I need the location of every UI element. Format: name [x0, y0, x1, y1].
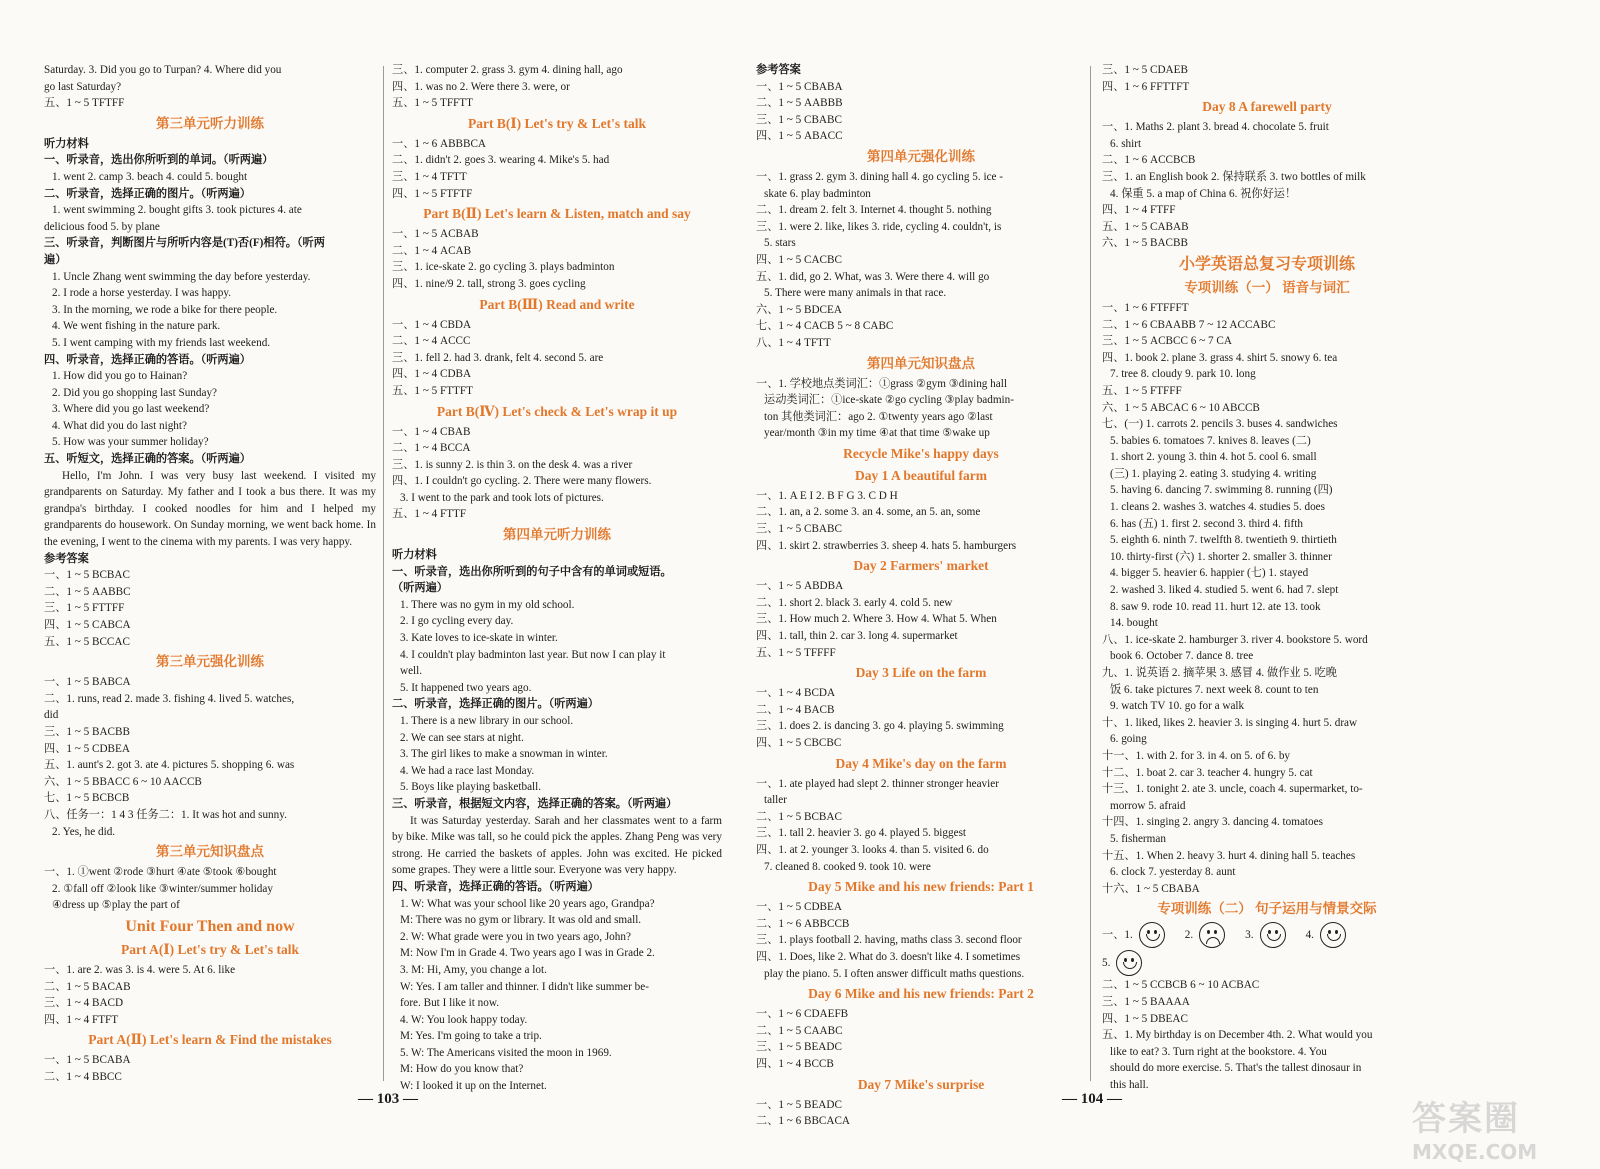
section-heading: Part B(Ⅲ) Read and write — [479, 296, 635, 312]
answer-line: 五、1 ~ 5 CABAB — [1102, 220, 1189, 233]
answer-line: 十一、1. with 2. for 3. in 4. on 5. of 6. by — [1102, 749, 1291, 762]
answer-line: 1. How did you go to Hainan? — [52, 370, 188, 383]
answer-line: 六、1 ~ 5 BDCEA — [756, 303, 842, 316]
answer-line: 三、1. ice-skate 2. go cycling 3. plays badminton — [392, 261, 615, 274]
answer-line: 二、1 ~ 5 CCBCB 6 ~ 10 ACBAC — [1102, 979, 1260, 992]
answer-line: should do more exercise. 5. That's the tallest dinosaur in — [1110, 1062, 1362, 1075]
answer-line: 4. We went fishing in the nature park. — [52, 320, 221, 333]
answer-line: 1. There was no gym in my old school. — [400, 598, 575, 611]
answer-line: 二、1 ~ 4 BBCC — [44, 1070, 122, 1083]
answer-line: 一、1 ~ 6 FTFFFT — [1102, 301, 1189, 314]
answer-line: 六、1 ~ 5 BBACC 6 ~ 10 AACCB — [44, 775, 202, 788]
answer-line: 二、1. short 2. black 3. early 4. cold 5. new — [756, 596, 953, 609]
column-4 — [1102, 62, 1432, 1092]
answer-line: 运动类词汇：①ice-skate ②go cycling ③play badmin- — [764, 394, 1014, 407]
answer-line: 一、1 ~ 5 BCBAC — [44, 569, 130, 582]
question-label: 二、听录音，选择正确的图片。（听两遍） — [392, 698, 599, 711]
answer-line: 五、1 ~ 4 FTTF — [392, 508, 467, 521]
answer-line: 五、1 ~ 5 TFFFF — [756, 646, 836, 659]
answer-line: ton 其他类词汇：ago 2. ①twenty years ago ②last — [764, 410, 993, 423]
answer-line: 6. going — [1110, 733, 1147, 746]
question-label: 五、听短文，选择正确的答案。（听两遍） — [44, 453, 251, 466]
answer-line: 三、1. were 2. like, likes 3. ride, cycling 4. couldn't, is — [756, 220, 1002, 233]
answer-line: 一、1 ~ 6 ABBBCA — [392, 137, 487, 150]
answer-line: 三、1 ~ 4 TFTT — [392, 170, 467, 183]
answer-line: 二、1 ~ 5 AABBC — [44, 585, 131, 598]
answer-line: 4. What did you do last night? — [52, 419, 187, 432]
question-label: 三、听录音，判断图片与所听内容是(T)否(F)相符。（听两 — [44, 237, 325, 250]
answer-line: 四、1. I couldn't go cycling. 2. There were many flowers. — [392, 475, 652, 488]
smiley-answer-row — [1102, 921, 1432, 949]
answer-line: M: Yes. I'm going to take a trip. — [400, 1030, 542, 1043]
answer-line: 七、(一) 1. carrots 2. pencils 3. buses 4. sandwiches — [1102, 418, 1338, 431]
happy-face-icon — [1116, 950, 1142, 976]
answer-line: 3. I went to the park and took lots of pictures. — [400, 491, 604, 504]
answer-line: fore. But I like it now. — [400, 997, 500, 1010]
answer-line: 1. cleans 2. washes 3. watches 4. studies 5. does — [1110, 501, 1326, 514]
answer-line: 十四、1. singing 2. angry 3. dancing 4. tomatoes — [1102, 816, 1323, 829]
answer-line: 四、1 ~ 5 FTFTF — [392, 187, 473, 200]
answer-line: 二、1. runs, read 2. made 3. fishing 4. lived 5. watches, — [44, 692, 295, 705]
section-heading: Part B(Ⅳ) Let's check & Let's wrap it up — [436, 403, 678, 419]
watermark-logo: 答案圈 MXQE.COM — [1412, 1099, 1538, 1164]
question-label: 三、听录音，根据短文内容，选择正确的答案。（听两遍） — [392, 797, 678, 810]
answer-line: 6. has (五) 1. first 2. second 3. third 4. fifth — [1110, 517, 1303, 530]
answer-line: 5. eighth 6. ninth 7. twelfth 8. twentieth 9. thirtieth — [1110, 534, 1337, 547]
section-heading: 小学英语总复习专项训练 — [1178, 255, 1355, 273]
question-label: 四、听录音，选择正确的答语。（听两遍） — [44, 353, 251, 366]
answer-line: 二、1. dream 2. felt 3. Internet 4. thought 5. nothing — [756, 204, 992, 217]
answer-line: 饭 6. take pictures 7. next week 8. count to ten — [1110, 683, 1319, 696]
answer-line: 二、1 ~ 4 ACCC — [392, 335, 471, 348]
answer-line: like to eat? 3. Turn right at the bookstore. 4. You — [1110, 1045, 1327, 1058]
answer-line: 2. I rode a horse yesterday. I was happy. — [52, 287, 232, 300]
answer-line: 八、任务一：1 4 3 任务二：1. It was hot and sunny. — [44, 808, 287, 821]
answer-line: 1. short 2. young 3. thin 4. hot 5. cool 6. small — [1110, 451, 1317, 464]
answer-line: well. — [400, 665, 423, 678]
answer-line: 三、1 ~ 5 BEADC — [756, 1041, 842, 1054]
happy-face-icon — [1320, 922, 1346, 948]
column-3 — [756, 62, 1086, 1128]
answer-line: 3. In the morning, we rode a bike for there people. — [52, 303, 278, 316]
answer-line: delicious food 5. by plane — [44, 220, 160, 233]
answer-line: 四、1 ~ 4 FTFF — [1102, 204, 1176, 217]
column-2 — [392, 62, 722, 1092]
answer-line: 七、1 ~ 5 BCBCB — [44, 792, 130, 805]
answer-line: 2. Yes, he did. — [52, 825, 116, 838]
section-heading: Part B(Ⅱ) Let's learn & Listen, match and say — [423, 206, 691, 222]
answer-line: 四、1 ~ 5 CABCA — [44, 619, 131, 631]
answer-line: 4. 保重 5. a map of China 6. 祝你好运！ — [1110, 187, 1297, 200]
section-heading: Day 6 Mike and his new friends: Part 2 — [808, 986, 1034, 1002]
answer-line: 5. I went camping with my friends last weekend. — [52, 336, 271, 349]
answer-line: 四、1 ~ 5 CACBC — [756, 253, 842, 266]
answer-line: 5. There were many animals in that race. — [764, 287, 947, 300]
answer-line: 6. clock 7. yesterday 8. aunt — [1110, 866, 1236, 879]
answer-line: 四、1 ~ 4 CDBA — [392, 368, 472, 381]
page-number-right: — 104 — — [1062, 1091, 1122, 1107]
answer-line: 四、1. tall, thin 2. car 3. long 4. supermarket — [756, 630, 958, 643]
answer-line: 十二、1. boat 2. car 3. teacher 4. hungry 5. cat — [1102, 766, 1313, 779]
answer-line: 四、1. nine/9 2. tall, strong 3. goes cycling — [392, 277, 586, 290]
section-heading: Recycle Mike's happy days — [843, 445, 999, 461]
answer-line: 二、1. an, a 2. some 3. an 4. some, an 5. an, some — [756, 506, 981, 519]
answer-line: 1. W: What was your school like 20 years ago, Grandpa? — [400, 897, 655, 910]
answer-line: 5. Boys like playing basketball. — [400, 781, 542, 794]
answer-line: 二、1 ~ 5 AABBB — [756, 97, 843, 110]
item-number: 3. — [1245, 929, 1254, 942]
page-number-left: — 103 — — [358, 1091, 418, 1107]
answer-line: 4. W: You look happy today. — [400, 1013, 528, 1026]
section-heading: 第四单元知识盘点 — [867, 355, 975, 371]
answer-line: 五、1 ~ 5 TFFTT — [392, 97, 473, 110]
answer-line: 一、1. ①went ②rode ③hurt ④ate ⑤took ⑥bought — [44, 866, 277, 879]
answer-line: play the piano. 5. I often answer difficult maths questions. — [764, 967, 1025, 980]
section-heading: Day 8 A farewell party — [1202, 99, 1332, 115]
answer-line: 一、1 ~ 4 CBDA — [392, 318, 472, 331]
section-heading: Unit Four Then and now — [125, 917, 295, 935]
answer-line: 二、1 ~ 5 BACAB — [44, 980, 131, 993]
answer-line: 4. I couldn't play badminton last year. But now I can play it — [400, 648, 666, 661]
question-label: 听力材料 — [392, 549, 437, 562]
answer-line: 二、1 ~ 4 BCCA — [392, 442, 471, 455]
answer-line: 7. tree 8. cloudy 9. park 10. long — [1110, 368, 1256, 381]
section-heading: Part A(Ⅱ) Let's learn & Find the mistakes — [88, 1032, 332, 1048]
answer-line: 四、1 ~ 5 ABACC — [756, 130, 843, 143]
answer-line: 五、1. My birthday is on December 4th. 2. What would you — [1102, 1029, 1373, 1042]
answer-line: 3. Where did you go last weekend? — [52, 403, 210, 416]
answer-line: M: There was no gym or library. It was old and small. — [400, 914, 642, 927]
answer-line: 一、1 ~ 5 BEADC — [756, 1098, 842, 1111]
answer-line: 三、1. tall 2. heavier 3. go 4. played 5. biggest — [756, 827, 967, 840]
answer-line: 二、1 ~ 5 BCBAC — [756, 810, 842, 823]
question-label: 一、听录音，选出你所听到的句子中含有的单词或短语。 — [392, 565, 672, 578]
answer-line: 2. I go cycling every day. — [400, 615, 514, 628]
answer-line: 二、1 ~ 4 BACB — [756, 703, 835, 716]
answer-line: W: I looked it up on the Internet. — [400, 1080, 547, 1093]
question-label: 四、听录音，选择正确的答语。（听两遍） — [392, 880, 599, 893]
answer-line: 一、1 ~ 4 BCDA — [756, 687, 836, 700]
answer-line: 四、1. at 2. younger 3. looks 4. than 5. visited 6. do — [756, 843, 989, 856]
answer-line: 5. stars — [764, 237, 796, 250]
answer-line: 2. We can see stars at night. — [400, 731, 524, 744]
answer-line: 5. How was your summer holiday? — [52, 436, 209, 449]
answer-line: 三、1 ~ 5 ACBCC 6 ~ 7 CA — [1102, 335, 1232, 348]
answer-line: 三、1 ~ 5 CBABC — [756, 523, 842, 536]
section-heading: 专项训练（一） 语音与词汇 — [1184, 279, 1350, 295]
answer-line: 2. W: What grade were you in two years ago, John? — [400, 930, 631, 943]
answer-line: year/month ③in my time ④at that time ⑤wake up — [764, 427, 990, 440]
answer-line: 十六、1 ~ 5 CBABA — [1102, 882, 1200, 895]
answer-line: 一、1. ate played had slept 2. thinner stronger heavier — [756, 777, 999, 790]
answer-line: 5. It happened two years ago. — [400, 681, 532, 694]
answer-line: 三、1 ~ 5 CDAEB — [1102, 64, 1188, 76]
section-heading: Day 4 Mike's day on the farm — [835, 755, 1007, 771]
answer-line: did — [44, 709, 59, 722]
answer-line: 四、1 ~ 4 FTFT — [44, 1013, 119, 1026]
answer-line: 四、1 ~ 5 CDBEA — [44, 742, 130, 755]
answer-line: 一、1 ~ 4 CBAB — [392, 425, 471, 438]
answer-line: skate 6. play badminton — [764, 187, 871, 200]
question-label: 一、听录音，选出你所听到的单词。（听两遍） — [44, 154, 274, 167]
answer-line: 1. There is a new library in our school. — [400, 715, 574, 727]
answer-line: book 6. October 7. dance 8. tree — [1110, 650, 1254, 663]
answer-line: Saturday. 3. Did you go to Turpan? 4. Where did you — [44, 64, 282, 76]
answer-line: 三、1. does 2. is dancing 3. go 4. playing 5. swimming — [756, 720, 1004, 733]
answer-line: 9. watch TV 10. go for a walk — [1110, 700, 1245, 713]
answer-line: 八、1. ice-skate 2. hamburger 3. river 4. bookstore 5. word — [1102, 633, 1368, 646]
answer-line: 三、1 ~ 5 BACBB — [44, 725, 130, 738]
answer-line: taller — [764, 794, 787, 807]
answer-line: 5. having 6. dancing 7. swimming 8. running (四) — [1110, 484, 1333, 497]
question-label: 遍） — [44, 253, 67, 266]
answer-line: 三、1. fell 2. had 3. drank, felt 4. second 5. are — [392, 351, 604, 364]
answer-line: 四、1 ~ 6 FFTTFT — [1102, 80, 1190, 93]
answer-line: 三、1. How much 2. Where 3. How 4. What 5. When — [756, 613, 997, 626]
answer-line: 二、1 ~ 4 ACAB — [392, 244, 472, 257]
answer-line: 五、1. did, go 2. What, was 3. Were there 4. will go — [756, 270, 990, 283]
passage-paragraph: It was Saturday yesterday. Sarah and her classmates went to a farm by bike. Mike was tall, so he could pick the apples. Zhang Peng was very strong. He carried the baskets of apples. John was excited. He picked some grapes. They were a little sour. Everyone was very happy. — [392, 814, 722, 877]
answer-line: 一、1. 学校地点类词汇：①grass ②gym ③dining hall — [756, 377, 1007, 390]
section-heading: 第三单元听力训练 — [156, 115, 264, 131]
answer-line: 三、1. plays football 2. having, maths class 3. second floor — [756, 934, 1022, 947]
answer-line: 四、1. Does, like 2. What do 3. doesn't like 4. I sometimes — [756, 950, 1021, 963]
answer-line: 五、1 ~ 5 TFTFF — [44, 97, 125, 110]
answer-line: 5. babies 6. tomatoes 7. knives 8. leaves (二) — [1110, 434, 1311, 447]
item-number: 2. — [1184, 929, 1194, 942]
item-number: 一、1. — [1102, 929, 1133, 942]
answer-line: 4. bigger 5. heavier 6. happier (七) 1. stayed — [1110, 567, 1309, 580]
question-label: 听力材料 — [44, 137, 89, 150]
answer-line: W: Yes. I am taller and thinner. I didn't like summer be- — [400, 980, 649, 993]
answer-line: 1. went swimming 2. bought gifts 3. took pictures 4. ate — [52, 204, 302, 217]
page-left — [0, 62, 800, 1092]
section-heading: Day 5 Mike and his new friends: Part 1 — [808, 879, 1034, 895]
item-number: 4. — [1305, 929, 1314, 942]
answer-line: 三、1. an English book 2. 保持联系 3. two bottles of milk — [1102, 170, 1366, 183]
answer-line: 7. cleaned 8. cooked 9. took 10. were — [764, 860, 931, 873]
answer-line: 3. The girl likes to make a snowman in winter. — [400, 748, 608, 761]
section-heading: Part A(Ⅰ) Let's try & Let's talk — [120, 941, 300, 957]
answer-line: M: How do you know that? — [400, 1063, 524, 1076]
answer-line: 2. Did you go shopping last Sunday? — [52, 386, 218, 399]
answer-line: 5. fisherman — [1110, 832, 1166, 845]
section-heading: Day 7 Mike's surprise — [857, 1076, 985, 1092]
answer-line: 五、1 ~ 5 FTFFF — [1102, 384, 1182, 397]
answer-line: 14. bought — [1110, 617, 1158, 630]
answer-line: 2. ①fall off ②look like ③winter/summer holiday — [52, 882, 273, 895]
answer-line: 三、1 ~ 5 BAAAA — [1102, 995, 1190, 1008]
happy-face-icon — [1260, 922, 1286, 948]
answer-line: 一、1 ~ 5 CDBEA — [756, 901, 842, 914]
answer-line: morrow 5. afraid — [1110, 799, 1186, 812]
answer-line: 十、1. liked, likes 2. heavier 3. is singing 4. hurt 5. draw — [1102, 716, 1358, 729]
answer-line: 一、1 ~ 5 BABCA — [44, 676, 131, 689]
answer-line: 二、1 ~ 6 BBCACA — [756, 1115, 851, 1128]
answer-line: 六、1 ~ 5 BACBB — [1102, 237, 1188, 250]
answer-line: 二、1. didn't 2. goes 3. wearing 4. Mike's 5. had — [392, 154, 610, 167]
passage-paragraph: Hello, I'm John. I was very busy last weekend. I visited my grandparents on Saturday. My father and I took a bus there. It was my grandpa's birthday. I cooked noodles for him and I helped my grandparents do housework. On Sunday morning, we went back home. In the evening, I went to the cinema with my parents. I was very happy. — [44, 469, 376, 549]
answer-line: 二、1 ~ 5 CAABC — [756, 1024, 843, 1037]
answer-line: 二、1 ~ 6 CBAABB 7 ~ 12 ACCABC — [1102, 318, 1276, 331]
answer-line: 一、1 ~ 6 CDAEFB — [756, 1008, 849, 1021]
answer-line: 4. We had a race last Monday. — [400, 764, 535, 777]
question-label: 参考答案 — [44, 552, 89, 565]
column-1 — [44, 62, 376, 1092]
answer-line: 10. thirty-first (六) 1. shorter 2. smaller 3. thinner — [1110, 550, 1332, 563]
happy-face-icon — [1139, 922, 1165, 948]
answer-line: go last Saturday? — [44, 80, 122, 93]
answer-line: (三) 1. playing 2. eating 3. studying 4. writing — [1110, 467, 1317, 480]
section-heading: Day 3 Life on the farm — [855, 665, 987, 681]
answer-line: 一、1 ~ 5 BCABA — [44, 1054, 131, 1067]
answer-line: 二、1 ~ 6 ACCBCB — [1102, 154, 1196, 167]
question-label: 二、听录音，选择正确的图片。（听两遍） — [44, 187, 251, 200]
answer-line: 十五、1. When 2. heavy 3. hurt 4. dining hall 5. teaches — [1102, 849, 1356, 862]
column-divider — [383, 66, 384, 1081]
question-label: 参考答案 — [756, 64, 801, 76]
answer-line: 一、1. A E I 2. B F G 3. C D H — [756, 489, 898, 502]
section-heading: 第三单元强化训练 — [156, 654, 264, 670]
smiley-answer-row — [1102, 949, 1432, 977]
answer-line: 8. saw 9. rode 10. read 11. hurt 12. ate 13. took — [1110, 600, 1321, 613]
section-heading: Day 2 Farmers' market — [853, 558, 989, 574]
answer-line: 1. went 2. camp 3. beach 4. could 5. bought — [52, 170, 248, 183]
answer-line: 2. washed 3. liked 4. studied 5. went 6. had 7. slept — [1110, 584, 1339, 597]
answer-line: 三、1 ~ 5 CBABC — [756, 113, 842, 126]
section-heading: 第四单元强化训练 — [867, 148, 975, 164]
answer-line: 四、1. was no 2. Were there 3. were, or — [392, 80, 570, 93]
answer-line: 四、1. skirt 2. strawberries 3. sheep 4. hats 5. hamburgers — [756, 539, 1017, 552]
answer-line: 一、1 ~ 5 ABDBA — [756, 580, 844, 593]
sad-face-icon — [1199, 922, 1225, 948]
answer-line: 一、1. grass 2. gym 3. dining hall 4. go cycling 5. ice - — [756, 170, 1004, 183]
answer-line: 二、1 ~ 6 ABBCCB — [756, 917, 850, 930]
answer-line: 6. shirt — [1110, 137, 1142, 150]
answer-line: 1. Uncle Zhang went swimming the day before yesterday. — [52, 270, 311, 283]
item-number: 5. — [1102, 957, 1111, 970]
answer-line: 四、1. book 2. plane 3. grass 4. shirt 5. snowy 6. tea — [1102, 351, 1338, 364]
answer-line: 一、1 ~ 5 ACBAB — [392, 228, 479, 241]
answer-line: 三、1. computer 2. grass 3. gym 4. dining hall, ago — [392, 64, 623, 76]
answer-line: 三、1 ~ 5 FTTFF — [44, 602, 125, 615]
answer-line: this hall. — [1110, 1078, 1149, 1091]
answer-line: 九、1. 说英语 2. 摘苹果 3. 感冒 4. 做作业 5. 吃晚 — [1102, 667, 1337, 679]
answer-line: 六、1 ~ 5 ABCAC 6 ~ 10 ABCCB — [1102, 401, 1260, 414]
answer-line: 四、1 ~ 5 DBEAC — [1102, 1012, 1188, 1025]
answer-line: 3. M: Hi, Amy, you change a lot. — [400, 963, 547, 976]
section-heading: Part B(Ⅰ) Let's try & Let's talk — [467, 115, 647, 131]
answer-line: 三、1 ~ 4 BACD — [44, 997, 124, 1010]
answer-line: 3. Kate loves to ice-skate in winter. — [400, 632, 558, 645]
answer-line: 七、1 ~ 4 CACB 5 ~ 8 CABC — [756, 320, 894, 333]
question-label: （听两遍） — [392, 582, 448, 595]
section-heading: Day 1 A beautiful farm — [854, 467, 987, 483]
answer-line: ④dress up ⑤play the part of — [52, 899, 180, 912]
section-heading: 专项训练（二） 句子运用与情景交际 — [1157, 901, 1377, 917]
answer-line: 五、1 ~ 5 BCCAC — [44, 635, 130, 648]
answer-line: 5. W: The Americans visited the moon in 1969. — [400, 1046, 612, 1059]
answer-line: 四、1 ~ 4 BCCB — [756, 1057, 834, 1070]
answer-line: 八、1 ~ 4 TFTT — [756, 336, 831, 349]
answer-line: 五、1 ~ 5 FTTFT — [392, 384, 473, 397]
section-heading: 第三单元知识盘点 — [156, 844, 264, 860]
column-divider — [1090, 66, 1091, 1081]
answer-line: 一、1. Maths 2. plant 3. bread 4. chocolate 5. fruit — [1102, 121, 1329, 134]
answer-line: 一、1 ~ 5 CBABA — [756, 80, 843, 93]
answer-line: 四、1 ~ 5 CBCBC — [756, 737, 842, 749]
answer-line: 一、1. are 2. was 3. is 4. were 5. At 6. like — [44, 963, 236, 976]
answer-line: M: Now I'm in Grade 4. Two years ago I was in Grade 2. — [400, 947, 655, 960]
answer-line: 五、1. aunt's 2. got 3. ate 4. pictures 5. shopping 6. was — [44, 759, 295, 772]
answer-line: 十三、1. tonight 2. ate 3. uncle, coach 4. supermarket, to- — [1102, 783, 1363, 796]
section-heading: 第四单元听力训练 — [503, 527, 611, 543]
answer-line: 三、1. is sunny 2. is thin 3. on the desk 4. was a river — [392, 458, 633, 471]
